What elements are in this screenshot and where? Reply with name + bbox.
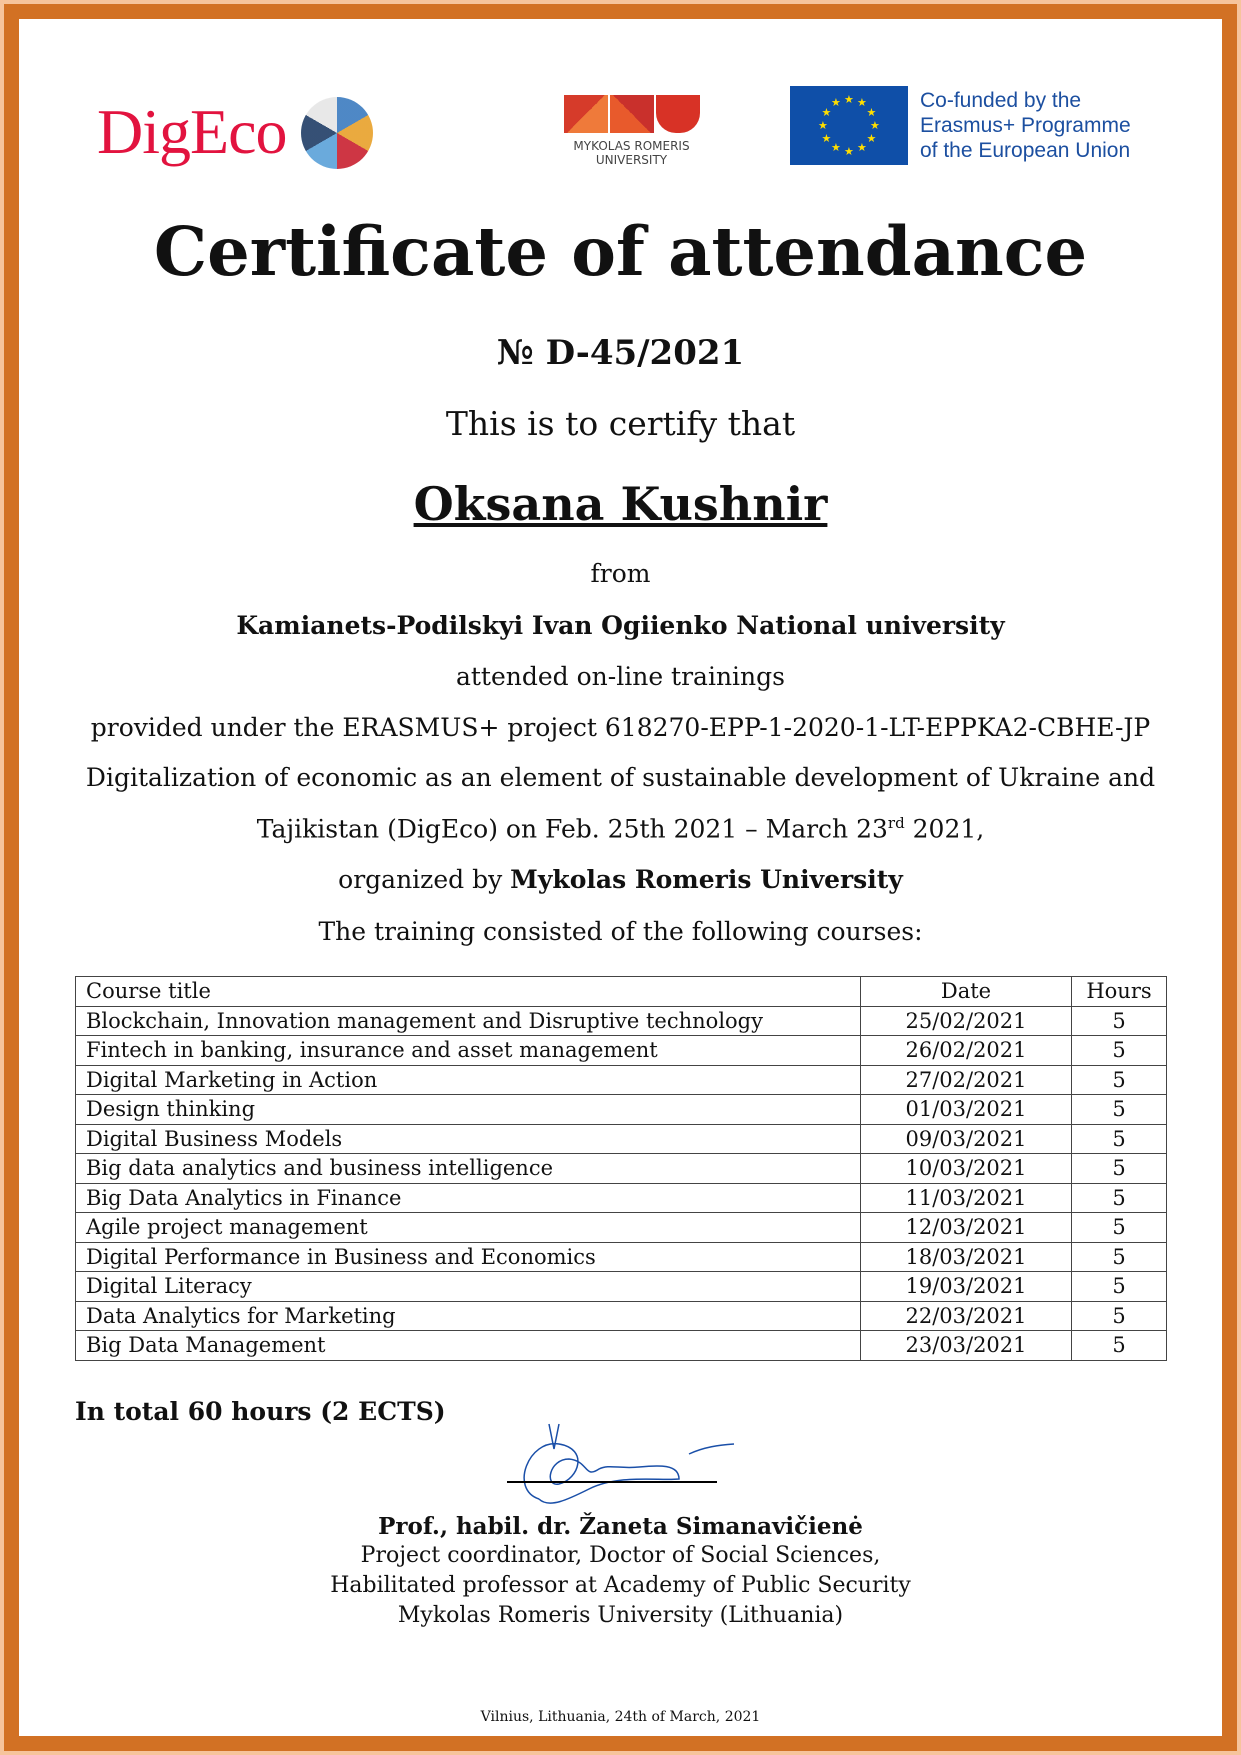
table-row [76, 1272, 1167, 1302]
course-title-cell: Big data analytics and business intelligence [76, 1154, 861, 1184]
header-date: Date [861, 977, 1072, 1007]
course-date-cell: 22/03/2021 [861, 1301, 1072, 1331]
course-hours-cell: 5 [1072, 1095, 1167, 1125]
signer-role-1: Project coordinator, Doctor of Social Sciences, [360, 1543, 881, 1568]
course-hours-cell: 5 [1072, 1242, 1167, 1272]
table-row [76, 1154, 1167, 1184]
course-date-cell: 09/03/2021 [861, 1124, 1072, 1154]
table-row [76, 1036, 1167, 1066]
project-title-line-2: Tajikistan (DigEco) on Feb. 25th 2021 – March 23rd 2021, [256, 814, 985, 844]
table-row [76, 1065, 1167, 1095]
course-title-cell: Digital Marketing in Action [76, 1065, 861, 1095]
star-icon: ★ [831, 141, 841, 155]
project-text: provided under the ERASMUS+ project 618270-EPP-1-2020-1-LT-EPPKA2-CBHE-JP [90, 713, 1151, 742]
total-hours: In total 60 hours (2 ECTS) [75, 1397, 446, 1426]
star-icon: ★ [866, 131, 877, 145]
course-title-cell: Blockchain, Innovation management and Disruptive technology [76, 1006, 861, 1036]
digeco-logo-text: DigEco [97, 96, 287, 167]
erasmus-logo [790, 83, 1160, 167]
table-row [76, 1095, 1167, 1125]
table-row [76, 1124, 1167, 1154]
course-hours-cell: 5 [1072, 1183, 1167, 1213]
organizer-name: Mykolas Romeris University [510, 865, 903, 894]
course-title-cell: Big Data Analytics in Finance [76, 1183, 861, 1213]
courses-table [75, 976, 1167, 1361]
course-date-cell: 23/03/2021 [861, 1331, 1072, 1361]
signer-role-2: Habilitated professor at Academy of Public Security [330, 1573, 911, 1598]
star-icon: ★ [857, 141, 867, 155]
eu-flag-icon [790, 86, 908, 165]
course-hours-cell: 5 [1072, 1154, 1167, 1184]
star-icon: ★ [831, 95, 841, 109]
signer-role-3: Mykolas Romeris University (Lithuania) [397, 1603, 844, 1628]
course-date-cell: 11/03/2021 [861, 1183, 1072, 1213]
course-hours-cell: 5 [1072, 1036, 1167, 1066]
course-hours-cell: 5 [1072, 1213, 1167, 1243]
star-icon: ★ [821, 105, 832, 119]
certificate-title: Certificate of attendance [153, 212, 1088, 291]
mru-mark-icon [549, 95, 714, 133]
course-title-cell: Digital Performance in Business and Economics [76, 1242, 861, 1272]
signer-name: Prof., habil. dr. Žaneta Simanavičienė [378, 1513, 863, 1540]
course-date-cell: 26/02/2021 [861, 1036, 1072, 1066]
course-hours-cell: 5 [1072, 1065, 1167, 1095]
course-hours-cell: 5 [1072, 1272, 1167, 1302]
star-icon: ★ [844, 144, 854, 158]
header-course-title: Course title [76, 977, 861, 1007]
course-date-cell: 19/03/2021 [861, 1272, 1072, 1302]
signature-icon [489, 1409, 789, 1529]
table-row [76, 1213, 1167, 1243]
courses-intro: The training consisted of the following courses: [318, 917, 923, 946]
course-date-cell: 18/03/2021 [861, 1242, 1072, 1272]
star-icon: ★ [857, 95, 867, 109]
attended-text: attended on-line trainings [455, 662, 785, 691]
mru-logo-text: MYKOLAS ROMERIS UNIVERSITY [573, 139, 690, 167]
course-title-cell: Agile project management [76, 1213, 861, 1243]
course-date-cell: 12/03/2021 [861, 1213, 1072, 1243]
place-and-date: Vilnius, Lithuania, 24th of March, 2021 [480, 1709, 761, 1725]
recipient-name: Oksana Kushnir [413, 477, 828, 531]
mru-logo [549, 77, 714, 187]
course-hours-cell: 5 [1072, 1006, 1167, 1036]
course-title-cell: Big Data Management [76, 1331, 861, 1361]
course-date-cell: 10/03/2021 [861, 1154, 1072, 1184]
course-hours-cell: 5 [1072, 1301, 1167, 1331]
digeco-logo [75, 77, 355, 187]
course-date-cell: 01/03/2021 [861, 1095, 1072, 1125]
course-title-cell: Data Analytics for Marketing [76, 1301, 861, 1331]
signature-line [507, 1481, 717, 1483]
project-title-line-1: Digitalization of economic as an element of sustainable development of Ukraine and [85, 763, 1156, 792]
table-row [76, 1242, 1167, 1272]
course-date-cell: 25/02/2021 [861, 1006, 1072, 1036]
erasmus-logo-text: Co-funded by the Erasmus+ Programme of the European Union [920, 88, 1131, 162]
star-icon: ★ [818, 118, 828, 132]
star-icon: ★ [821, 131, 832, 145]
course-hours-cell: 5 [1072, 1331, 1167, 1361]
star-icon: ★ [866, 105, 877, 119]
table-row [76, 1301, 1167, 1331]
certificate-page [19, 19, 1222, 1736]
course-title-cell: Design thinking [76, 1095, 861, 1125]
from-text: from [590, 559, 651, 588]
course-title-cell: Digital Literacy [76, 1272, 861, 1302]
certificate-number: № D-45/2021 [496, 333, 745, 373]
table-header-row [76, 977, 1167, 1007]
course-title-cell: Fintech in banking, insurance and asset management [76, 1036, 861, 1066]
star-icon: ★ [870, 118, 880, 132]
course-date-cell: 27/02/2021 [861, 1065, 1072, 1095]
star-icon: ★ [844, 92, 854, 106]
course-title-cell: Digital Business Models [76, 1124, 861, 1154]
header-hours: Hours [1072, 977, 1167, 1007]
course-hours-cell: 5 [1072, 1124, 1167, 1154]
certify-text: This is to certify that [445, 404, 796, 443]
table-row [76, 1183, 1167, 1213]
recipient-university: Kamianets-Podilskyi Ivan Ogiienko National university [236, 611, 1005, 640]
globe-icon [301, 97, 373, 169]
organizer-text: organized by Mykolas Romeris University [338, 865, 903, 894]
table-row [76, 1006, 1167, 1036]
table-row [76, 1331, 1167, 1361]
